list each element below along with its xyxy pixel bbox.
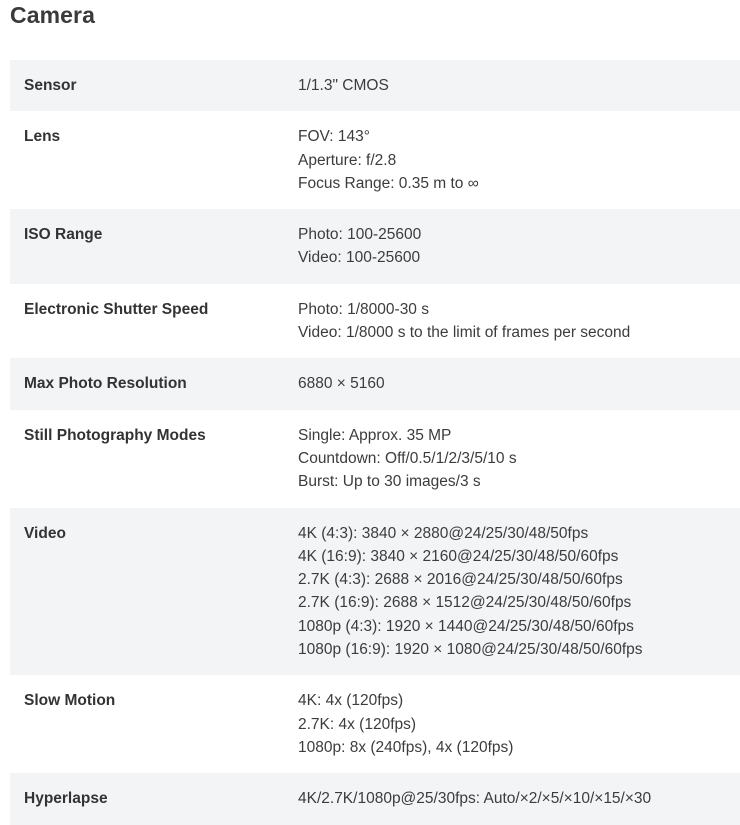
spec-row [10,675,740,773]
spec-values [298,298,740,345]
spec-value-line: FOV: 143° [298,128,370,146]
spec-value-line: 4K/2.7K/1080p@25/30fps: Auto/×2/×5/×10/×15/×30 [298,790,652,808]
spec-values [298,689,740,759]
spec-values [298,223,740,270]
spec-label: Lens [24,128,61,146]
spec-values [298,372,740,395]
spec-value-line: Countdown: Off/0.5/1/2/3/5/10 s [298,449,517,467]
spec-value-line: 2.7K (16:9): 2688 × 1512@24/25/30/48/50/60fps [298,594,632,612]
spec-value-line: 2.7K: 4x (120fps) [298,715,417,733]
spec-value-line: 2.7K (4:3): 2688 × 2016@24/25/30/48/50/60fps [298,571,623,589]
spec-label: Electronic Shutter Speed [24,300,209,318]
spec-label: Slow Motion [24,692,116,710]
spec-label: Hyperlapse [24,790,108,808]
spec-value-line: Single: Approx. 35 MP [298,426,452,444]
spec-values [298,74,740,97]
spec-value-line: Burst: Up to 30 images/3 s [298,473,481,491]
spec-values [298,787,740,810]
spec-row [10,508,740,676]
spec-value-line: 1080p (16:9): 1920 × 1080@24/25/30/48/50/60fps [298,641,643,659]
spec-label: Still Photography Modes [24,426,206,444]
spec-value-line: Focus Range: 0.35 m to ∞ [298,174,479,192]
spec-values [298,424,740,494]
spec-row [10,410,740,508]
spec-value-line: 4K: 4x (120fps) [298,692,404,710]
spec-values [298,125,740,195]
spec-value-line: 1080p (4:3): 1920 × 1440@24/25/30/48/50/60fps [298,617,634,635]
spec-row [10,111,740,209]
spec-value-line: Video: 100-25600 [298,249,421,267]
spec-value-line: 1/1.3" CMOS [298,77,389,94]
spec-label: Max Photo Resolution [24,375,187,393]
spec-row [10,284,740,359]
spec-value-line: 4K (4:3): 3840 × 2880@24/25/30/48/50fps [298,524,589,542]
spec-value-line: Video: 1/8000 s to the limit of frames per second [298,324,631,342]
spec-value-line: Aperture: f/2.8 [298,151,397,169]
spec-value-line: 4K (16:9): 3840 × 2160@24/25/30/48/50/60fps [298,547,619,565]
spec-row [10,60,740,111]
spec-value-line: Photo: 1/8000-30 s [298,300,429,318]
spec-row [10,209,740,284]
spec-label: ISO Range [24,226,103,244]
spec-row [10,358,740,409]
spec-value-line: 6880 × 5160 [298,375,385,393]
spec-label: Sensor [24,77,77,94]
spec-table [10,60,740,825]
section-title: Camera [10,2,95,28]
spec-label: Video [24,524,66,542]
spec-value-line: 1080p: 8x (240fps), 4x (120fps) [298,738,514,756]
spec-value-line: Photo: 100-25600 [298,226,422,244]
spec-row [10,773,740,824]
spec-values [298,522,740,662]
